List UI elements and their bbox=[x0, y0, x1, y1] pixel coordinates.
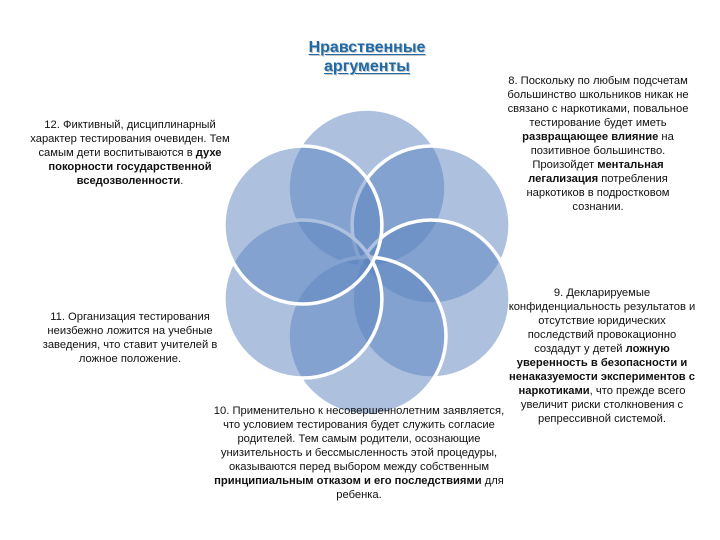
argument-9-text-end: , что прежде всего увеличит риски столкновения с репрессивной системой. bbox=[520, 385, 686, 425]
argument-9-text: 9. Декларируемые конфиденциальность результатов и отсутствие юридических последствий провокационно создадут у детей bbox=[508, 287, 696, 355]
argument-11-text: 11. Организация тестирования неизбежно ложится на учебные заведения, что ставит учителей в ложное положение. bbox=[42, 311, 218, 365]
petal-circle-6 bbox=[224, 146, 382, 304]
argument-12-text: 12. Фиктивный, дисциплинарный характер тестирования очевиден. Тем самым дети воспитываются в bbox=[30, 119, 230, 159]
argument-8 bbox=[500, 74, 696, 214]
argument-10-text-end: для ребенка. bbox=[336, 475, 504, 501]
argument-12-emphasis: духе покорности государственной вседозволенности bbox=[48, 147, 222, 187]
title-line-2: аргументы bbox=[324, 58, 410, 75]
title-line-1: Нравственные bbox=[308, 39, 426, 56]
argument-12 bbox=[30, 118, 230, 188]
petal-group bbox=[224, 109, 510, 415]
argument-8-text-mid: на позитивное большинство. Произойдет bbox=[530, 131, 674, 171]
argument-9-emphasis: ложную уверенность в безопасности и ненаказуемости экспериментов с наркотиками bbox=[508, 343, 696, 397]
argument-10 bbox=[210, 404, 508, 502]
argument-8-text: 8. Поскольку по любым подсчетам большинство школьников никак не связано с наркотиками, повальное тестирование будет иметь bbox=[507, 75, 689, 129]
argument-10-emphasis: принципиальным отказом и его последствиями bbox=[214, 475, 482, 487]
argument-9 bbox=[504, 286, 700, 426]
argument-12-text-end: . bbox=[180, 175, 184, 187]
argument-11 bbox=[28, 310, 232, 366]
argument-10-text: 10. Применительно к несовершеннолетним заявляется, что условием тестирования будет служить согласие родителей. Тем самым родители, осознающие унизительность и бессмысленность этой процедуры, оказываются перед выбором между собственным bbox=[213, 405, 505, 473]
argument-8-text-end: потребления наркотиков в подростковом сознании. bbox=[526, 173, 670, 213]
argument-8-emphasis-1: развращающее влияние bbox=[522, 131, 659, 143]
argument-8-emphasis-2: ментальная легализация bbox=[528, 159, 664, 185]
